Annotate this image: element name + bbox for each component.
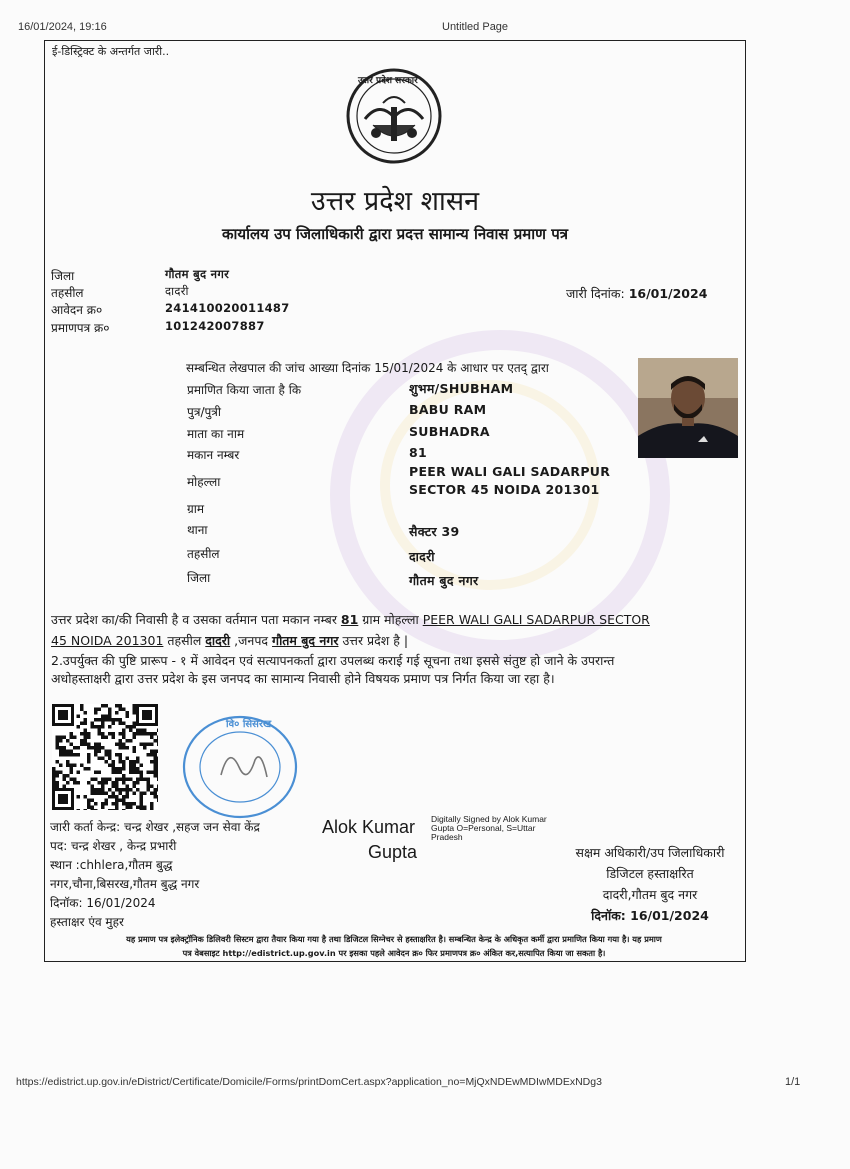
para1-district: गौतम बुद नगर [272,633,339,648]
para1-locality-b: 45 NOIDA 201301 [51,633,164,648]
issuer-place-1: स्थान :chhlera,गौतम बुद्ध [50,858,173,872]
certificate-footer-note [46,932,742,960]
para1-locality-a: PEER WALI GALI SADARPUR SECTOR [422,612,650,627]
applicant-photo [638,358,738,458]
detail-label-district: जिला [187,571,211,585]
meta-label-tehsil: तहसील [51,286,84,300]
digital-sign-line-2: Gupta O=Personal, S=Uttar [431,823,536,833]
digital-sign-line-1: Digitally Signed by Alok Kumar [431,814,547,824]
residence-paragraph [51,609,751,651]
meta-label-district: जिला [51,269,75,283]
detail-label-certified: प्रमाणित किया जाता है कि [187,383,302,397]
issuer-place-2: नगर,चौना,बिसरख,गौतम बुद्ध नगर [50,877,200,891]
qr-code [52,704,158,810]
footer-note-line-1: यह प्रमाण पत्र इलेक्ट्रॉनिक डिलिवरी सिस्टम द्वारा तैयार किया गया है तथा डिजिटल सिग्नेचर से हस्ताक्षरित है। सम्बन्धित केन्द्र के अधिकृत कर्मी द्वारा प्रमाणित किया गया है। यह प्रमाण [126,934,662,944]
detail-label-locality: मोहल्ला [187,475,221,489]
detail-value-tehsil: दादरी [409,549,435,564]
para2-line-1: 2.उपर्युक्त की पुष्टि प्रारूप - १ में आवेदन एवं सत्यापनकर्ता द्वारा उपलब्ध कराई गई सूचना तथा इससे संतुष्ट हो जाने के उपरान्त [51,653,615,668]
print-datetime: 16/01/2024, 19:16 [18,21,107,33]
issue-date-row [566,285,707,302]
issue-date-label: जारी दिनांक: [566,286,625,301]
issuer-date: दिनॉक: 16/01/2024 [50,896,156,910]
detail-value-father: BABU RAM [409,402,487,417]
government-title: उत्तर प्रदेश शासन [310,186,480,217]
detail-value-locality-1: PEER WALI GALI SADARPUR [409,464,611,479]
authority-block [552,842,748,926]
para1-text-3: तहसील [163,633,206,648]
issuer-signature-seal: हस्ताक्षर एंव मुहर [50,915,124,929]
official-stamp [181,715,299,819]
authority-date: दिनॉक: 16/01/2024 [591,908,709,923]
meta-value-certificate-no: 101242007887 [165,319,265,333]
detail-label-mother: माता का नाम [187,427,245,441]
para1-text-4: ,जनपद [230,633,273,648]
detail-label-village: ग्राम [187,502,205,516]
detail-label-house-no: मकान नम्बर [187,448,240,462]
para2-line-2: अधोहस्ताक्षरी द्वारा उत्तर प्रदेश के इस जनपद का सामान्य निवासी होने विषयक प्रमाण पत्र निर्गत किया जा रहा है। [51,671,555,686]
issue-date-value: 16/01/2024 [628,286,708,301]
emblem-caption: उत्तर प्रदेश सरकार [358,76,418,86]
detail-label-tehsil: तहसील [187,547,220,561]
certificate-subtitle: कार्यालय उप जिलाधिकारी द्वारा प्रदत्त सामान्य निवास प्रमाण पत्र [222,225,568,243]
detail-label-police-station: थाना [187,523,208,537]
para1-house-no: 81 [340,612,359,627]
detail-value-district: गौतम बुद नगर [409,573,479,588]
meta-value-district: गौतम बुद नगर [165,267,230,281]
para1-text-5: उत्तर प्रदेश है | [338,633,409,648]
authority-digital-signed: डिजिटल हस्ताक्षरित [606,866,694,881]
signer-name-line-1: Alok Kumar [322,817,416,837]
digital-signature-info [431,815,547,842]
print-page-title: Untitled Page [442,21,509,33]
top-note: ई-डिस्ट्रिक्ट के अन्तर्गत जारी.. [52,45,170,58]
digital-sign-line-3: Pradesh [431,832,463,842]
meta-value-tehsil: दादरी [165,284,189,298]
meta-label-application-no: आवेदन क्र० [51,303,103,317]
meta-value-application-no: 241410020011487 [165,301,290,315]
print-page-count: 1/1 [785,1076,801,1088]
print-url: https://edistrict.up.gov.in/eDistrict/Certificate/Domicile/Forms/printDomCert.aspx?application_no=MjQxNDEwMDIwMDExNDg3 [16,1076,602,1088]
authority-office: दादरी,गौतम बुद नगर [602,887,698,902]
meta-label-certificate-no: प्रमाणपत्र क्र० [51,321,110,335]
footer-note-line-2: पत्र वेबसाइट http://edistrict.up.gov.in पर इसका पहले आवेदन क्र० फिर प्रमाणपत्र क्र० अंकित कर,सत्यापित किया जा सकता है। [182,948,606,958]
issuer-center: जारी कर्ता केन्द्र: चन्द्र शेखर ,सहज जन सेवा केंद्र [50,820,260,834]
detail-value-police-station: सैक्टर 39 [409,524,460,539]
issuer-designation: पद: चन्द्र शेखर , केन्द्र प्रभारी [50,839,177,853]
detail-label-parent: पुत्र/पुत्री [187,405,222,419]
stamp-caption: वि० सिसरख [226,719,272,730]
para1-text-2: ग्राम मोहल्ला [358,612,423,627]
para1-tehsil: दादरी [205,633,231,648]
authority-designation: सक्षम अधिकारी/उप जिलाधिकारी [575,845,725,860]
detail-value-house-no: 81 [409,445,427,460]
intro-line: सम्बन्धित लेखपाल की जांच आख्या दिनांक 15/01/2024 के आधार पर एतद् द्वारा [186,361,549,375]
signer-name-line-2: Gupta [368,842,418,862]
para1-text-1: उत्तर प्रदेश का/की निवासी है व उसका वर्तमान पता मकान नम्बर [51,612,341,627]
detail-value-locality-2: SECTOR 45 NOIDA 201301 [409,482,600,497]
detail-value-mother: SUBHADRA [409,424,490,439]
detail-value-name: शुभम/SHUBHAM [409,381,514,396]
